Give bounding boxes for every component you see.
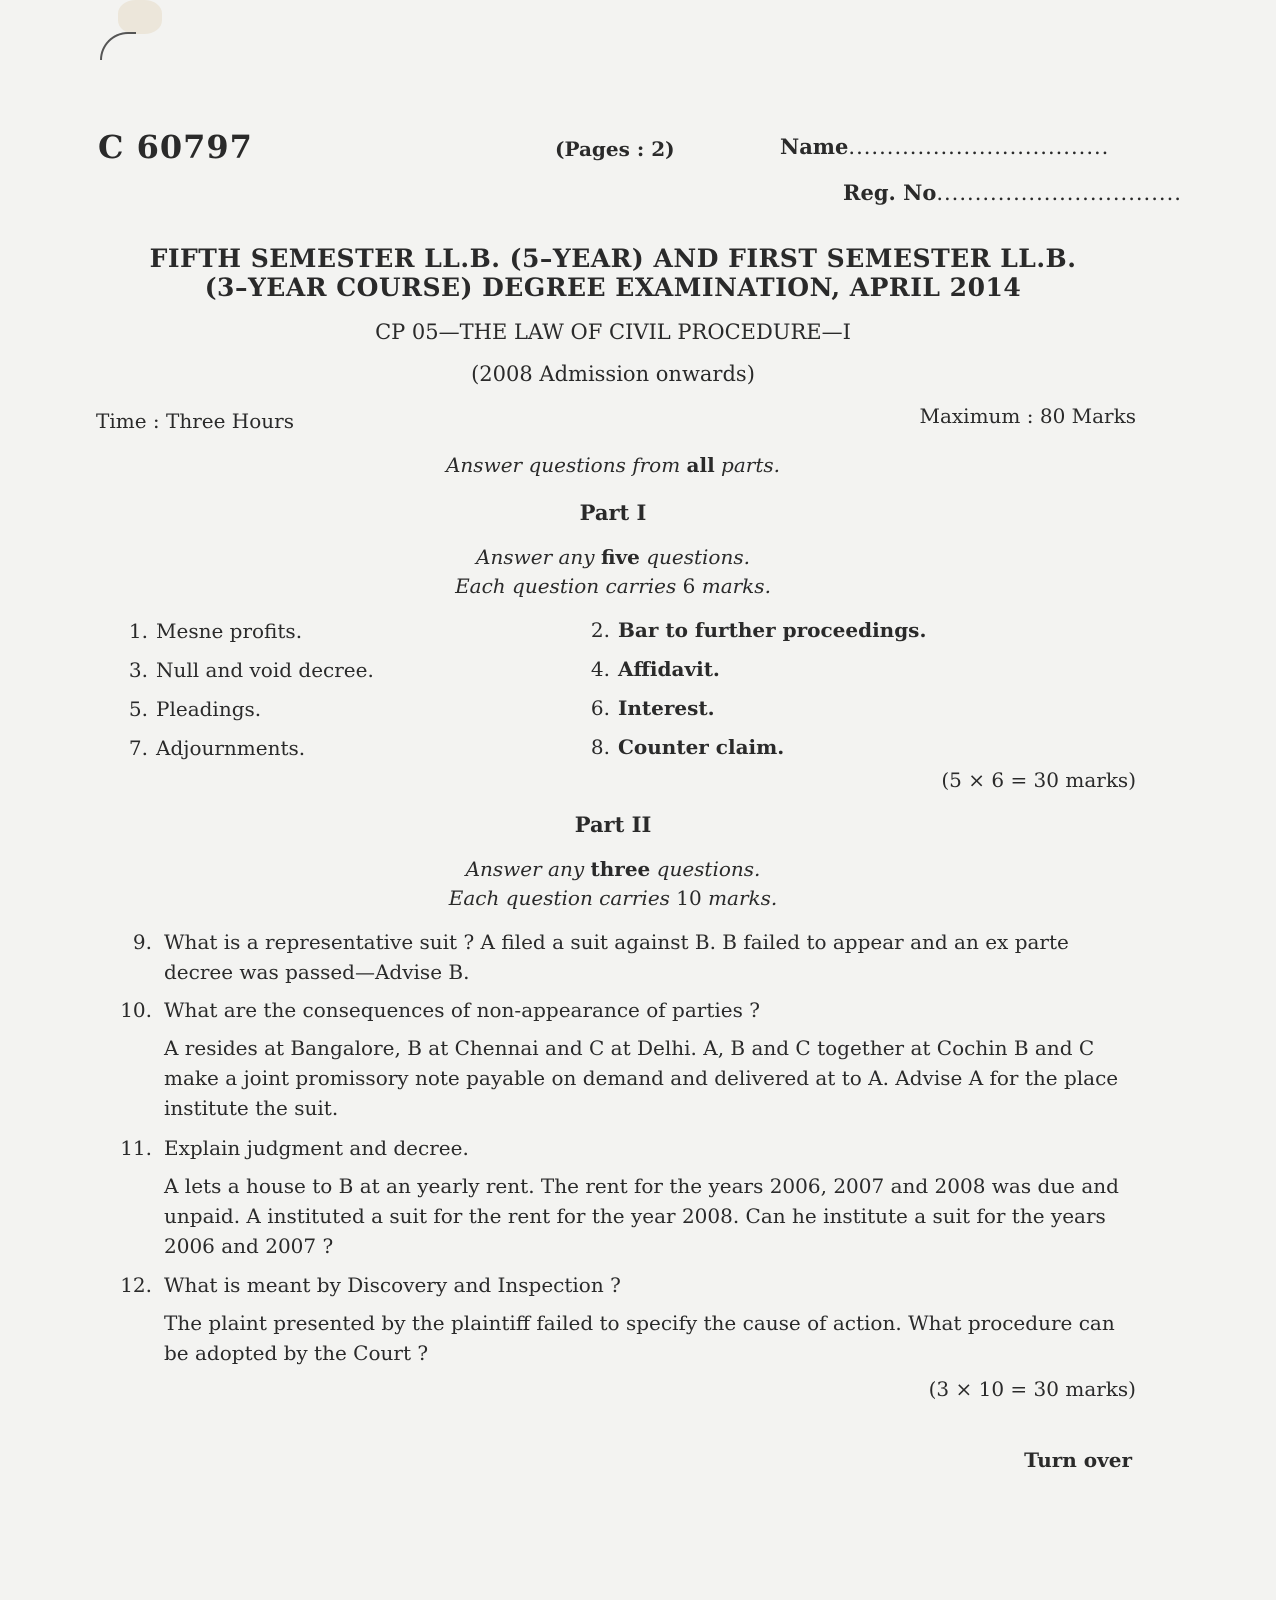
question-text: Pleadings. (156, 697, 262, 721)
question-12 (116, 1270, 1136, 1368)
part1-instr1-pre: Answer any (476, 545, 601, 569)
pen-mark (100, 32, 136, 60)
question-1 (118, 619, 302, 643)
question-8 (580, 735, 784, 759)
question-text: Null and void decree. (156, 658, 374, 682)
admission-note: (2008 Admission onwards) (471, 362, 755, 386)
question-number: 12. (120, 1273, 152, 1297)
part2-instr1-pre: Answer any (465, 857, 591, 881)
question-4 (580, 657, 720, 681)
question-text: Mesne profits. (156, 619, 303, 643)
question-10 (116, 995, 1136, 1123)
name-label: Name (780, 134, 849, 159)
question-scenario: The plaint presented by the plaintiff failed to specify the cause of action. What procedure can be adopted by the Court ? (164, 1311, 1115, 1365)
part2-instr2-num: 10 (676, 886, 702, 910)
reg-no-field (843, 180, 1182, 205)
paper-code: C 60797 (98, 128, 253, 166)
question-3 (118, 658, 374, 682)
question-number: 5. (128, 697, 148, 721)
part2-marks: (3 × 10 = 30 marks) (928, 1377, 1136, 1401)
paper-stain (118, 0, 162, 34)
reg-dots: ................................ (936, 181, 1182, 205)
question-text: Counter claim. (618, 735, 785, 759)
instruction-bold: all (686, 453, 715, 477)
question-text: Adjournments. (156, 736, 306, 760)
part1-marks: (5 × 6 = 30 marks) (941, 768, 1136, 792)
page-count: (Pages : 2) (555, 137, 675, 161)
instruction-pre: Answer questions from (445, 453, 687, 477)
question-number: 8. (590, 735, 610, 759)
question-text: Interest. (618, 696, 715, 720)
question-number: 7. (128, 736, 148, 760)
question-number: 2. (590, 618, 610, 642)
part2-instruction-2 (0, 886, 1226, 910)
exam-title-line2: (3–YEAR COURSE) DEGREE EXAMINATION, APRIL 2014 (204, 273, 1022, 302)
question-number: 1. (128, 619, 148, 643)
instruction-post: parts. (714, 453, 780, 477)
question-number: 4. (590, 657, 610, 681)
part2-instr2-post: marks. (701, 886, 778, 910)
part1-instruction-1 (0, 545, 1226, 569)
question-5 (118, 697, 261, 721)
maximum-marks: Maximum : 80 Marks (919, 404, 1136, 428)
question-scenario: A lets a house to B at an yearly rent. The rent for the years 2006, 2007 and 2008 was due and unpaid. A instituted a suit for the rent for the year 2008. Can he institute a suit for the years 2006 and 2007 ? (164, 1174, 1119, 1258)
part2-heading: Part II (574, 812, 652, 837)
subject-title: CP 05—THE LAW OF CIVIL PROCEDURE—I (375, 320, 851, 344)
reg-label: Reg. No (843, 180, 937, 205)
question-9 (116, 927, 1136, 987)
part1-instr1-post: questions. (639, 545, 750, 569)
part1-heading: Part I (579, 500, 647, 525)
question-text: What are the consequences of non-appearance of parties ? (164, 998, 760, 1022)
part2-instruction-1 (0, 857, 1226, 881)
question-text: Affidavit. (618, 657, 720, 681)
turn-over-note: Turn over (1024, 1448, 1132, 1472)
part2-instr2-pre: Each question carries (448, 886, 677, 910)
part1-instr1-bold: five (600, 545, 640, 569)
question-2 (580, 618, 926, 642)
name-field (780, 134, 1109, 159)
exam-title-line1: FIFTH SEMESTER LL.B. (5–YEAR) AND FIRST SEMESTER LL.B. (149, 244, 1077, 273)
question-text: What is a representative suit ? A filed a suit against B. B failed to appear and an ex parte decree was passed—Advise B. (164, 930, 1069, 984)
question-number: 10. (120, 998, 152, 1022)
part1-instr2-num: 6 (682, 574, 696, 598)
part1-instr2-post: marks. (695, 574, 771, 598)
question-7 (118, 736, 305, 760)
part2-instr1-post: questions. (650, 857, 761, 881)
name-dots: .................................. (848, 135, 1110, 159)
question-number: 6. (590, 696, 610, 720)
general-instruction (0, 453, 1226, 477)
question-number: 3. (128, 658, 148, 682)
part1-instruction-2 (0, 574, 1226, 598)
question-number: 9. (132, 930, 152, 954)
question-scenario: A resides at Bangalore, B at Chennai and C at Delhi. A, B and C together at Cochin B and C make a joint promissory note payable on demand and delivered at to A. Advise A for the place institute the suit. (164, 1036, 1119, 1120)
question-6 (580, 696, 715, 720)
time-allowed: Time : Three Hours (96, 409, 294, 433)
part2-instr1-bold: three (590, 857, 651, 881)
part1-instr2-pre: Each question carries (455, 574, 683, 598)
question-text: Explain judgment and decree. (164, 1136, 469, 1160)
question-number: 11. (120, 1136, 152, 1160)
question-text: Bar to further proceedings. (618, 618, 927, 642)
question-text: What is meant by Discovery and Inspection ? (164, 1273, 621, 1297)
question-11 (116, 1133, 1136, 1261)
